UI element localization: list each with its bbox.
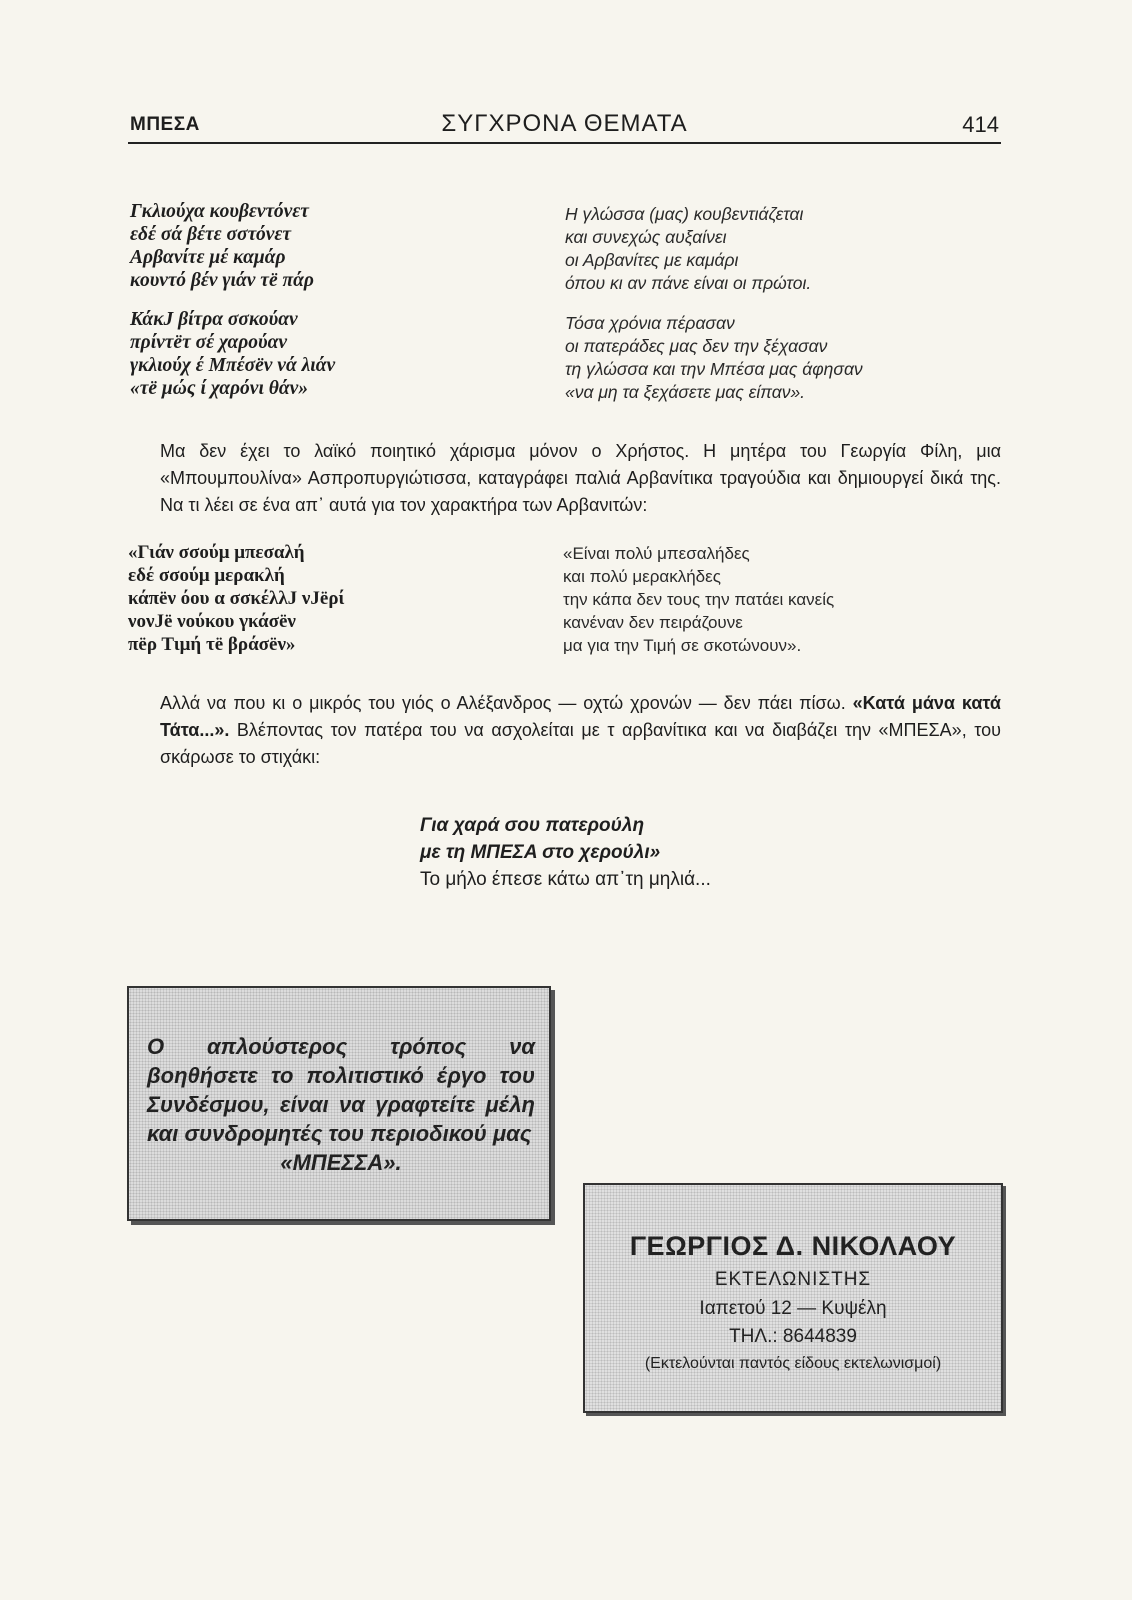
poem-line: νονJë νούκου γκάσëν (128, 611, 296, 632)
header-magazine-name: ΜΠΕΣΑ (130, 114, 200, 135)
page-number: 414 (962, 112, 999, 137)
childs-verse (420, 812, 711, 893)
poem-line: πëρ Τιμή τë βράσëν» (128, 634, 296, 655)
verse-line: Το μήλο έπεσε κάτω απ᾿τη μηλιά... (420, 869, 711, 890)
poem-line: Αρβανίτε μέ καμάρ (130, 247, 286, 268)
poem-line: εδέ σά βέτε σστόνετ (130, 224, 292, 245)
paragraph-bold-proverb: «Κατά μάνα κατά Τάτα...». (160, 693, 1001, 740)
poem-line: όπου κι αν πάνε είναι οι πρώτοι. (565, 273, 812, 293)
paragraph-son (128, 690, 1001, 771)
paragraph-mother: Μα δεν έχει το λαϊκό ποιητικό χάρισμα μόνον ο Χρήστος. Η μητέρα του Γεωργία Φίλη, μια «Μπουμπουλίνα» Ασπροπυργιώτισσα, καταγράφει παλιά Αρβανίτικα τραγούδια και δημιουργεί δικά της. Να τι λέει σε ένα απ᾿ αυτά για τον χαρακτήρα των Αρβανιτών: (160, 441, 1001, 515)
poem-line: ΚάκJ βίτρα σσκούαν (130, 309, 298, 330)
poem-line: κανέναν δεν πειράζουνε (563, 613, 743, 632)
advertiser-name: ΓΕΩΡΓΙΟΣ Δ. ΝΙΚΟΛΑΟΥ (629, 1231, 957, 1261)
poem-line: «Είναι πολύ μπεσαλήδες (563, 544, 750, 563)
poem-line: πρίντëτ σέ χαρούαν (130, 332, 288, 353)
paragraph-text: Αλλά να που κι ο μικρός του γιός ο Αλέξανδρος — οχτώ χρονών — δεν πάει πίσω. (160, 693, 853, 713)
poem-line: οι πατεράδες μας δεν την ξέχασαν (565, 336, 828, 356)
poem-line: κουντό βέν γιάν τë πάρ (130, 270, 314, 291)
poem-line: «Γιάν σσούμ μπεσαλή (128, 542, 305, 563)
header-section-title: ΣΥΓΧΡΟΝΑ ΘΕΜΑΤΑ (441, 110, 688, 137)
poem-line: μα για την Τιμή σε σκοτώνουν». (563, 636, 802, 655)
appeal-magazine-name: «ΜΠΕΣΣΑ». (280, 1150, 402, 1175)
poem-line: την κάπα δεν τους την πατάει κανείς (563, 590, 835, 609)
poem-line: «τë μώς ί χαρόνι θάν» (130, 378, 309, 399)
verse-line: με τη ΜΠΕΣΑ στο χερούλι» (420, 842, 661, 863)
verse-line: Για χαρά σου πατερούλη (420, 815, 645, 836)
poem-line: Η γλώσσα (μας) κουβεντιάζεται (565, 204, 804, 224)
poem3-arvanitika (128, 541, 344, 656)
advertisement-box (583, 1183, 1003, 1413)
poem-line: και συνεχώς αυξαίνει (565, 227, 727, 247)
poem1-greek (565, 203, 811, 295)
poem3-greek (563, 542, 834, 657)
poem-line: γκλιούχ έ Μπέσëν νά λιάν (130, 355, 336, 376)
poem-line: Γκλιούχα κουβεντόνετ (130, 201, 309, 222)
poem-line: και πολύ μερακλήδες (563, 567, 721, 586)
membership-appeal-box (127, 986, 551, 1221)
appeal-body: Ο απλούστερος τρόπος να βοηθήσετε το πολιτιστικό έργο του Συνδέσμου, είναι να γραφτείτε μέλη και συνδρομητές του περιοδικού μας (147, 1034, 535, 1146)
poem-line: οι Αρβανίτες με καμάρι (565, 250, 739, 270)
advertiser-note: (Εκτελούνται παντός είδους εκτελωνισμοί) (644, 1355, 942, 1372)
poem-line: κάπëν όου α σσκέλλJ νJëρί (128, 588, 345, 609)
advertiser-profession: ΕΚΤΕΛΩΝΙΣΤΗΣ (714, 1269, 872, 1290)
advertiser-phone: ΤΗΛ.: 8644839 (729, 1326, 857, 1347)
page-header (128, 110, 1001, 144)
advertiser-address: Ιαπετού 12 — Κυψέλη (699, 1298, 887, 1319)
appeal-text (147, 1032, 535, 1177)
poem-line: Τόσα χρόνια πέρασαν (565, 313, 735, 333)
poem2-arvanitika (130, 308, 335, 400)
poem-line: εδέ σσούμ μερακλή (128, 565, 285, 586)
poem-line: «να μη τα ξεχάσετε μας είπαν». (565, 382, 806, 402)
poem-line: τη γλώσσα και την Μπέσα μας άφησαν (565, 359, 863, 379)
poem1-arvanitika (130, 200, 314, 292)
paragraph-text: Βλέποντας τον πατέρα του να ασχολείται με τ αρβανίτικα και να διαβάζει την «ΜΠΕΣΑ», του σκάρωσε το στιχάκι: (160, 720, 1001, 767)
poem2-greek (565, 312, 863, 404)
